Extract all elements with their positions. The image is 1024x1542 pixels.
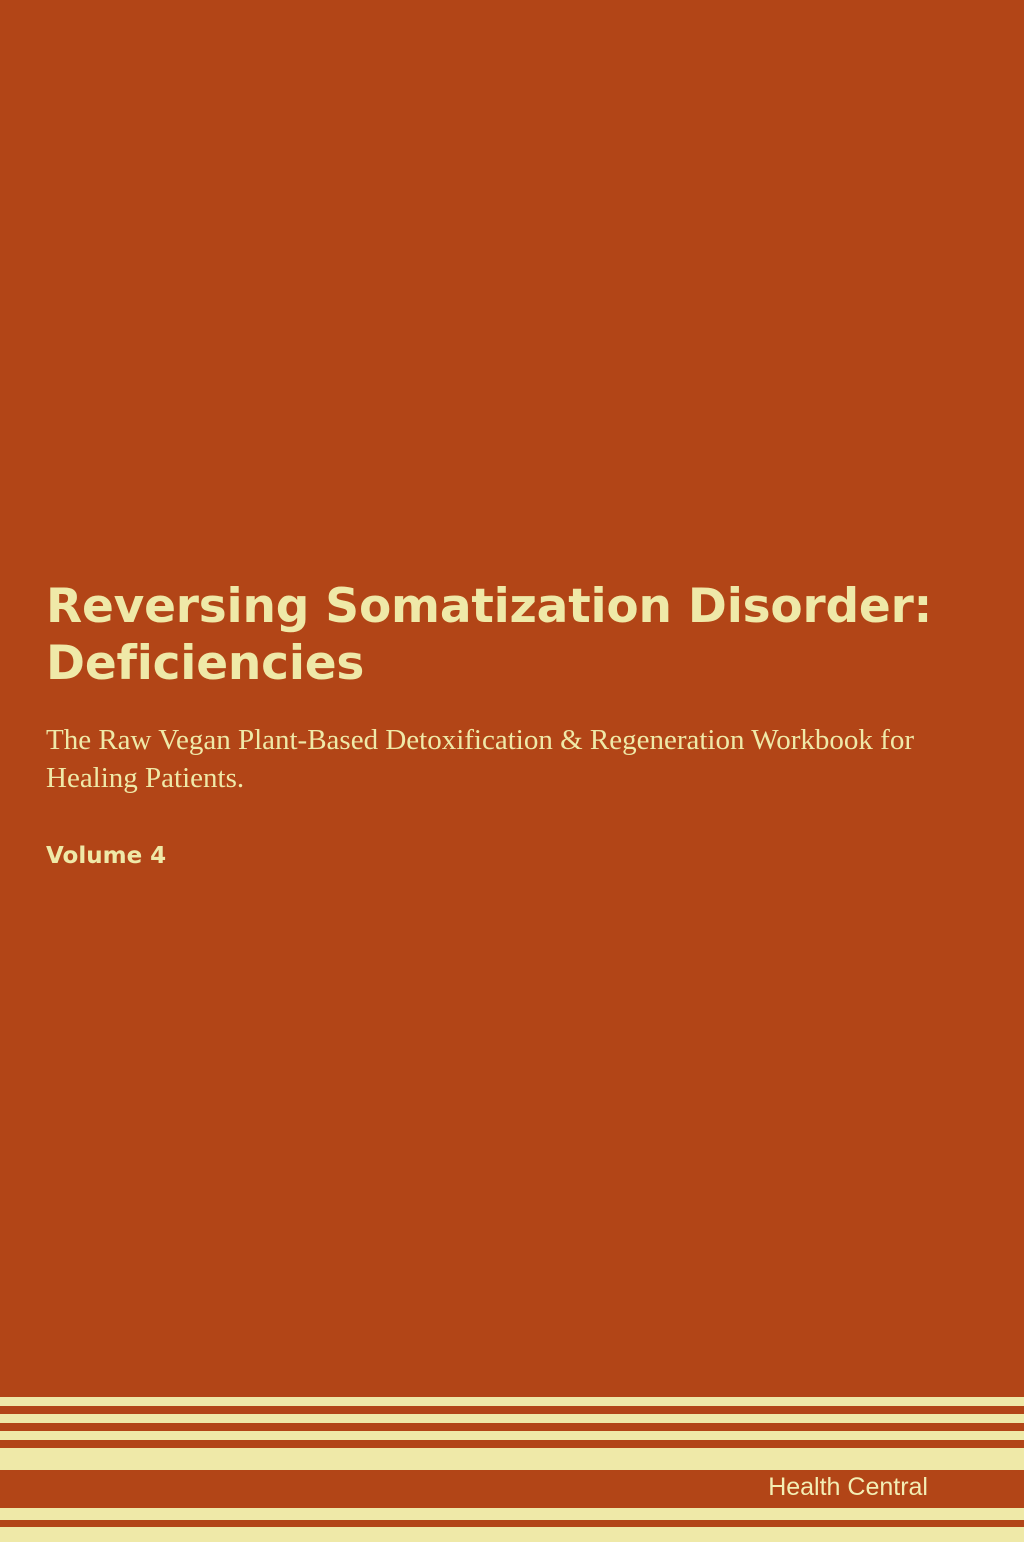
cover-text-block — [46, 578, 966, 869]
publisher-bar — [0, 1468, 1024, 1506]
stripe-1 — [0, 1397, 1024, 1406]
stripe-7 — [0, 1448, 1024, 1470]
volume-label: Volume 4 — [46, 843, 167, 870]
cover-subtitle: The Raw Vegan Plant-Based Detoxification & Regeneration Workbook for Healing Patients. — [46, 723, 914, 794]
publisher-name: Health Central — [768, 1472, 928, 1501]
stripe-11 — [0, 1527, 1024, 1542]
stripe-5 — [0, 1431, 1024, 1440]
stripe-4 — [0, 1423, 1024, 1431]
stripe-10 — [0, 1520, 1024, 1527]
stripe-6 — [0, 1440, 1024, 1448]
stripe-2 — [0, 1406, 1024, 1414]
stripe-9 — [0, 1508, 1024, 1520]
page-title: Reversing Somatization Disorder: Deficiencies — [46, 579, 933, 692]
stripe-3 — [0, 1414, 1024, 1423]
